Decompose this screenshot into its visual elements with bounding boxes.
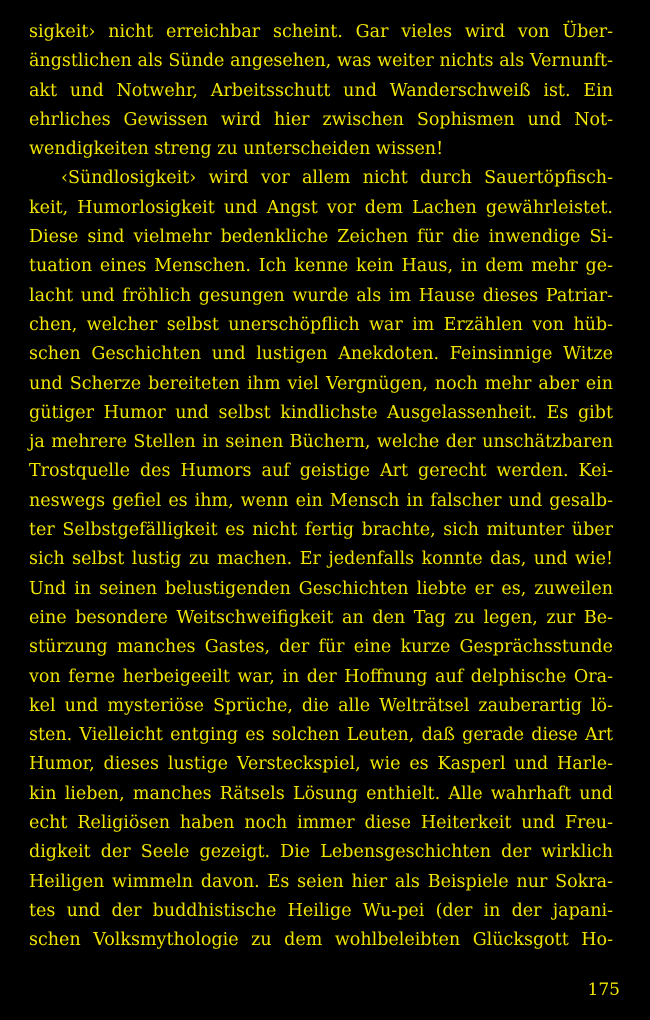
page-number: 175 [587, 980, 620, 1000]
text-line: chen, welcher selbst unerschöpflich war im Erzählen von hüb- [29, 314, 613, 335]
text-line: stürzung manches Gastes, der für eine kurze Gesprächsstunde [29, 637, 613, 658]
text-line: ehrliches Gewissen wird hier zwischen Sophismen und Not- [29, 109, 613, 130]
text-line: neswegs gefiel es ihm, wenn ein Mensch in falscher und gesalb- [29, 490, 613, 511]
text-line: echt Religiösen haben noch immer diese Heiterkeit und Freu- [29, 813, 613, 834]
text-line: sten. Vielleicht entging es solchen Leuten, daß gerade diese Art [29, 725, 613, 746]
text-line: Trostquelle des Humors auf geistige Art gerecht werden. Kei- [29, 461, 613, 482]
text-line: wendigkeiten streng zu unterscheiden wissen! [29, 139, 444, 160]
text-line: eine besondere Weitschweifigkeit an den Tag zu legen, zur Be- [29, 607, 613, 628]
text-line: keit, Humorlosigkeit und Angst vor dem Lachen gewährleistet. [29, 197, 613, 218]
text-line: ja mehrere Stellen in seinen Büchern, welche der unschätzbaren [29, 432, 613, 453]
text-line: Humor, dieses lustige Versteckspiel, wie es Kasperl und Harle- [29, 754, 613, 775]
text-line: akt und Notwehr, Arbeitsschutt und Wanderschweiß ist. Ein [29, 80, 613, 101]
text-line: Diese sind vielmehr bedenkliche Zeichen für die inwendige Si- [29, 227, 613, 248]
body-text [29, 18, 613, 956]
text-line: gütiger Humor und selbst kindlichste Ausgelassenheit. Es gibt [29, 402, 613, 423]
text-line: tes und der buddhistische Heilige Wu-pei (der in der japani- [29, 900, 613, 921]
text-line: und Scherze bereiteten ihm viel Vergnügen, noch mehr aber ein [29, 373, 613, 394]
text-line: sich selbst lustig zu machen. Er jedenfalls konnte das, und wie! [29, 549, 613, 570]
text-line: ängstlichen als Sünde angesehen, was weiter nichts als Vernunft- [29, 51, 613, 72]
text-line: ter Selbstgefälligkeit es nicht fertig brachte, sich mitunter über [29, 520, 613, 541]
text-line: tuation eines Menschen. Ich kenne kein Haus, in dem mehr ge- [29, 256, 613, 277]
text-line: Heiligen wimmeln davon. Es seien hier als Beispiele nur Sokra- [29, 871, 613, 892]
text-line: digkeit der Seele gezeigt. Die Lebensgeschichten der wirklich [29, 842, 613, 863]
text-line: sigkeit› nicht erreichbar scheint. Gar vieles wird von Über- [29, 22, 613, 42]
text-line: von ferne herbeigeeilt war, in der Hoffnung auf delphische Ora- [29, 666, 613, 687]
text-line: schen Volksmythologie zu dem wohlbeleibten Glücksgott Ho- [29, 930, 613, 951]
text-line: kel und mysteriöse Sprüche, die alle Welträtsel zauberartig lö- [29, 695, 613, 716]
text-line: kin lieben, manches Rätsels Lösung enthielt. Alle wahrhaft und [29, 783, 613, 804]
text-line: schen Geschichten und lustigen Anekdoten. Feinsinnige Witze [29, 344, 613, 365]
paragraph-start-line: ‹Sündlosigkeit› wird vor allem nicht durch Sauertöpfisch- [61, 168, 613, 189]
text-line: Und in seinen belustigenden Geschichten liebte er es, zuweilen [29, 578, 613, 599]
text-line: lacht und fröhlich gesungen wurde als im Hause dieses Patriar- [29, 285, 613, 306]
